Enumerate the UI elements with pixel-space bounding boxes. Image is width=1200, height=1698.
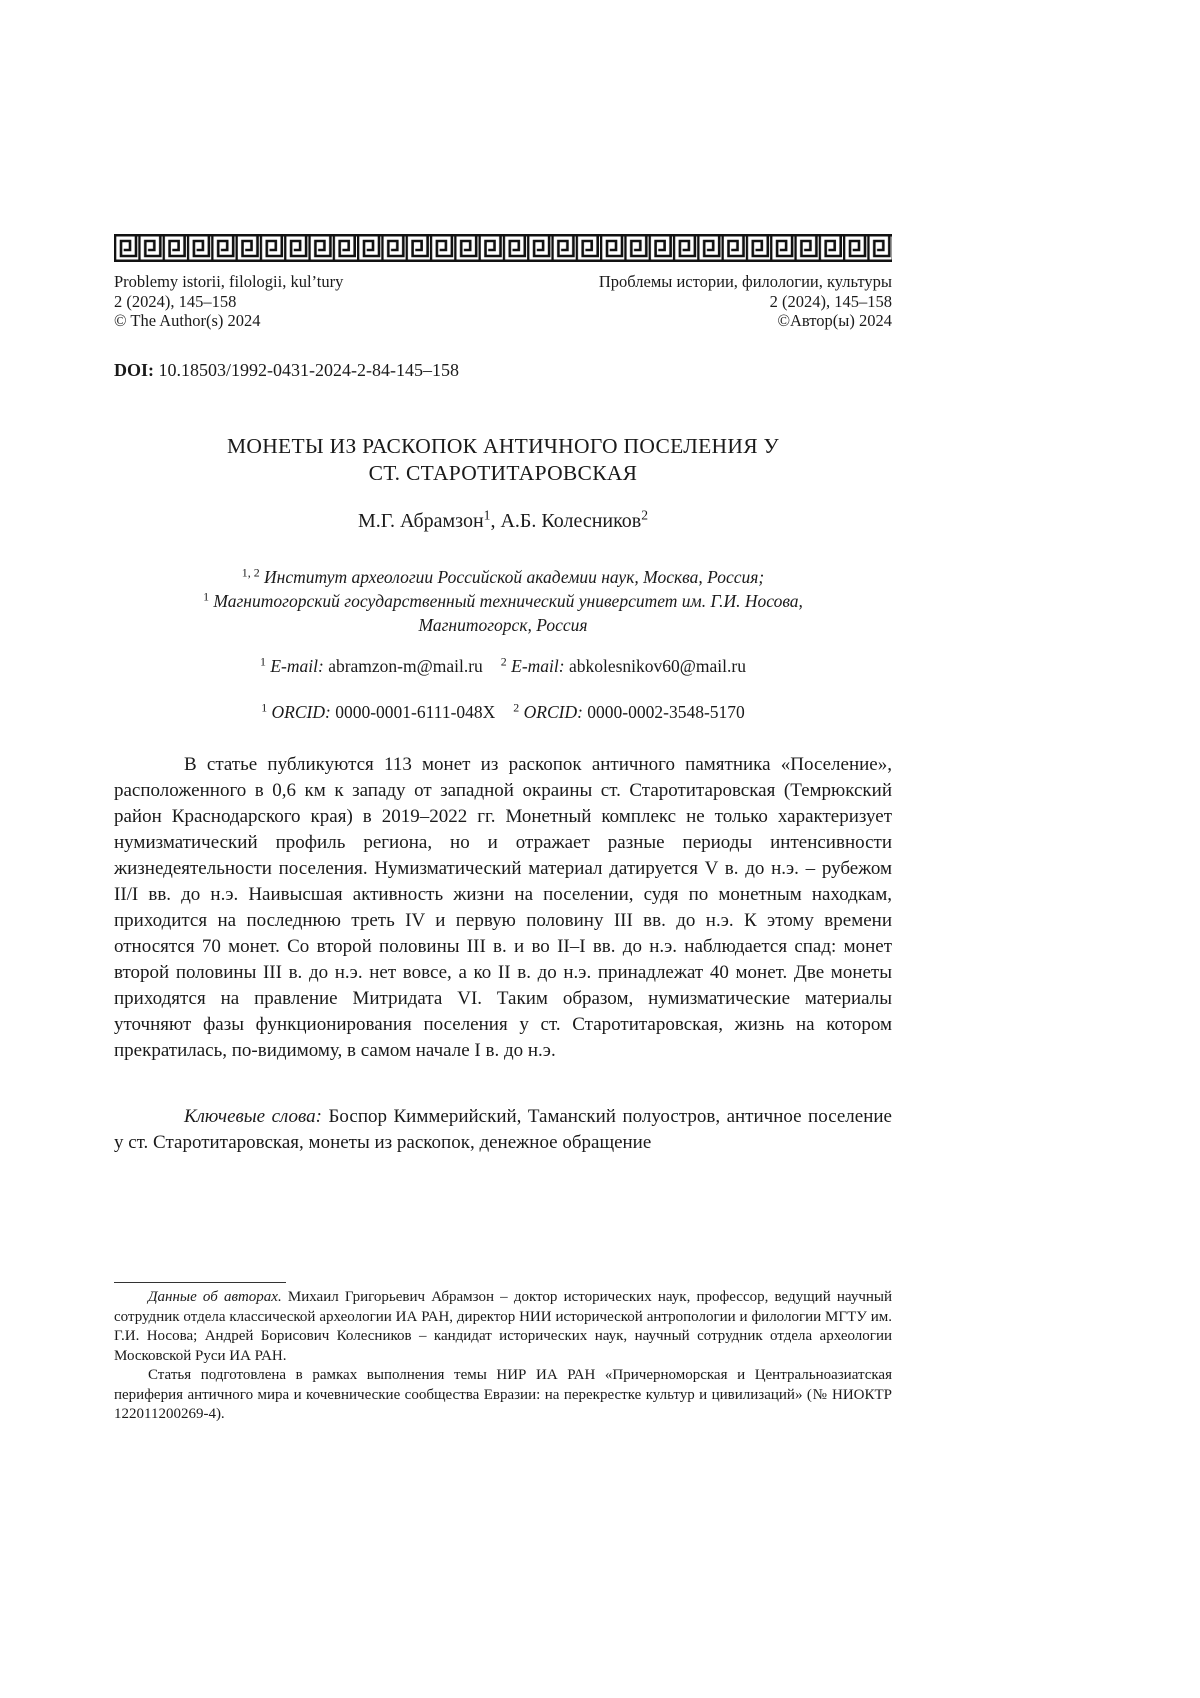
- orcid-2[interactable]: 0000-0002-3548-5170: [587, 702, 745, 722]
- orcid-label-2: ORCID:: [523, 702, 583, 722]
- abstract-paragraph: В статье публикуются 113 монет из раскопок античного памятника «Поселение», расположенного в 0,6 км к западу от западной окраины ст. Старотитаровская (Темрюкский район Краснодарского края) в 2019–2022 гг. Монетный комплекс не только характеризует нумизматический профиль региона, но и отражает разные периоды интенсивности жизнедеятельности поселения. Нумизматический материал датируется V в. до н.э. – рубежом II/I вв. до н.э. Наивысшая активность жизни на поселении, судя по монетным находкам, приходится на последнюю треть IV и первую половину III вв. до н.э. К этому времени относятся 70 монет. Со второй половины III в. и во II–I вв. до н.э. наблюдается спад: монет второй половины III в. до н.э. нет вовсе, а ко II в. до н.э. принадлежат 40 монет. Две монеты приходятся на правление Митридата VI. Таким образом, нумизматические материалы уточняют фазы функционирования поселения у ст. Старотитаровская, жизнь на котором прекратилась, по-видимому, в самом начале I в. до н.э.: [114, 754, 892, 1061]
- issue-pages-cyrillic: 2 (2024), 145–158: [769, 291, 892, 311]
- orcid-1-mark: 1: [261, 700, 268, 715]
- article-title: [114, 433, 892, 487]
- affiliation-1-marks: 1, 2: [241, 565, 260, 580]
- article-title-line2: СТ. СТАРОТИТАРОВСКАЯ: [368, 461, 638, 485]
- journal-header-latin: [114, 272, 343, 331]
- author-list: [114, 507, 892, 533]
- keywords-label: Ключевые слова:: [184, 1106, 322, 1127]
- journal-name-cyrillic: Проблемы истории, филологии, культуры: [598, 272, 892, 291]
- orcid-2-mark: 2: [513, 700, 520, 715]
- footnote-authors-label: Данные об авторах.: [148, 1289, 282, 1305]
- author-2: А.Б. Колесников: [500, 510, 642, 532]
- affiliation-1: [114, 565, 892, 589]
- email-label-2: E-mail:: [511, 656, 565, 676]
- orcid-label-1: ORCID:: [271, 702, 331, 722]
- affiliation-2: [114, 589, 892, 613]
- author-1-affil-mark: 1: [483, 507, 491, 523]
- doi-value[interactable]: 10.18503/1992-0431-2024-2-84-145–158: [158, 360, 459, 380]
- doi-line: [114, 360, 459, 381]
- journal-header-cyrillic: [599, 272, 892, 331]
- email-label-1: E-mail:: [270, 656, 324, 676]
- orcid-1[interactable]: 0000-0001-6111-048X: [335, 702, 496, 722]
- affiliation-2-city: Магнитогорск, Россия: [418, 615, 588, 635]
- email-1-mark: 1: [260, 654, 266, 669]
- author-1: М.Г. Абрамзон: [357, 510, 484, 532]
- copyright-latin: © The Author(s) 2024: [114, 311, 261, 330]
- author-2-affil-mark: 2: [641, 507, 649, 523]
- footnote-authors: [114, 1288, 892, 1366]
- affiliation-2-text: Магнитогорский государственный технический университет им. Г.И. Носова,: [213, 591, 803, 611]
- affiliation-2-marks: 1: [203, 589, 210, 604]
- affiliation-2-cont: [114, 613, 892, 637]
- keywords-text: Боспор Киммерийский, Таманский полуостров, античное поселение у ст. Старотитаровская, монеты из раскопок, денежное обращение: [114, 1106, 892, 1153]
- footnote-funding: Статья подготовлена в рамках выполнения темы НИР ИА РАН «Причерноморская и Центральноазиатская периферия античного мира и кочевнические сообщества Евразии: на перекрестке культур и цивилизаций» (№ НИОКТР 122011200269-4).: [114, 1367, 892, 1422]
- author-separator: ,: [490, 510, 501, 532]
- journal-name-latin: Problemy istorii, filologii, kul’tury: [114, 272, 344, 291]
- greek-key-border: [114, 234, 892, 262]
- affiliations: [114, 565, 892, 637]
- copyright-cyrillic: ©Автор(ы) 2024: [777, 311, 892, 330]
- footnote-authors-text: Михаил Григорьевич Абрамзон – доктор исторических наук, профессор, ведущий научный сотрудник отдела классической археологии ИА РАН, директор НИИ исторической антропологии и филологии МГТУ им. Г.И. Носова; Андрей Борисович Колесников – кандидат исторических наук, научный сотрудник отдела археологии Московской Руси ИА РАН.: [114, 1289, 892, 1364]
- issue-pages-latin: 2 (2024), 145–158: [114, 291, 237, 311]
- article-title-line1: МОНЕТЫ ИЗ РАСКОПОК АНТИЧНОГО ПОСЕЛЕНИЯ У: [226, 434, 780, 458]
- email-1[interactable]: abramzon-m@mail.ru: [328, 656, 483, 676]
- keywords-paragraph: [114, 1104, 892, 1156]
- email-2[interactable]: abkolesnikov60@mail.ru: [568, 656, 746, 676]
- doi-label: DOI:: [114, 360, 154, 380]
- email-line: [114, 656, 892, 677]
- email-2-mark: 2: [500, 654, 507, 669]
- orcid-line: [114, 702, 892, 723]
- footnote-separator: [114, 1282, 286, 1283]
- affiliation-1-text: Институт археологии Российской академии наук, Москва, Россия;: [264, 567, 765, 587]
